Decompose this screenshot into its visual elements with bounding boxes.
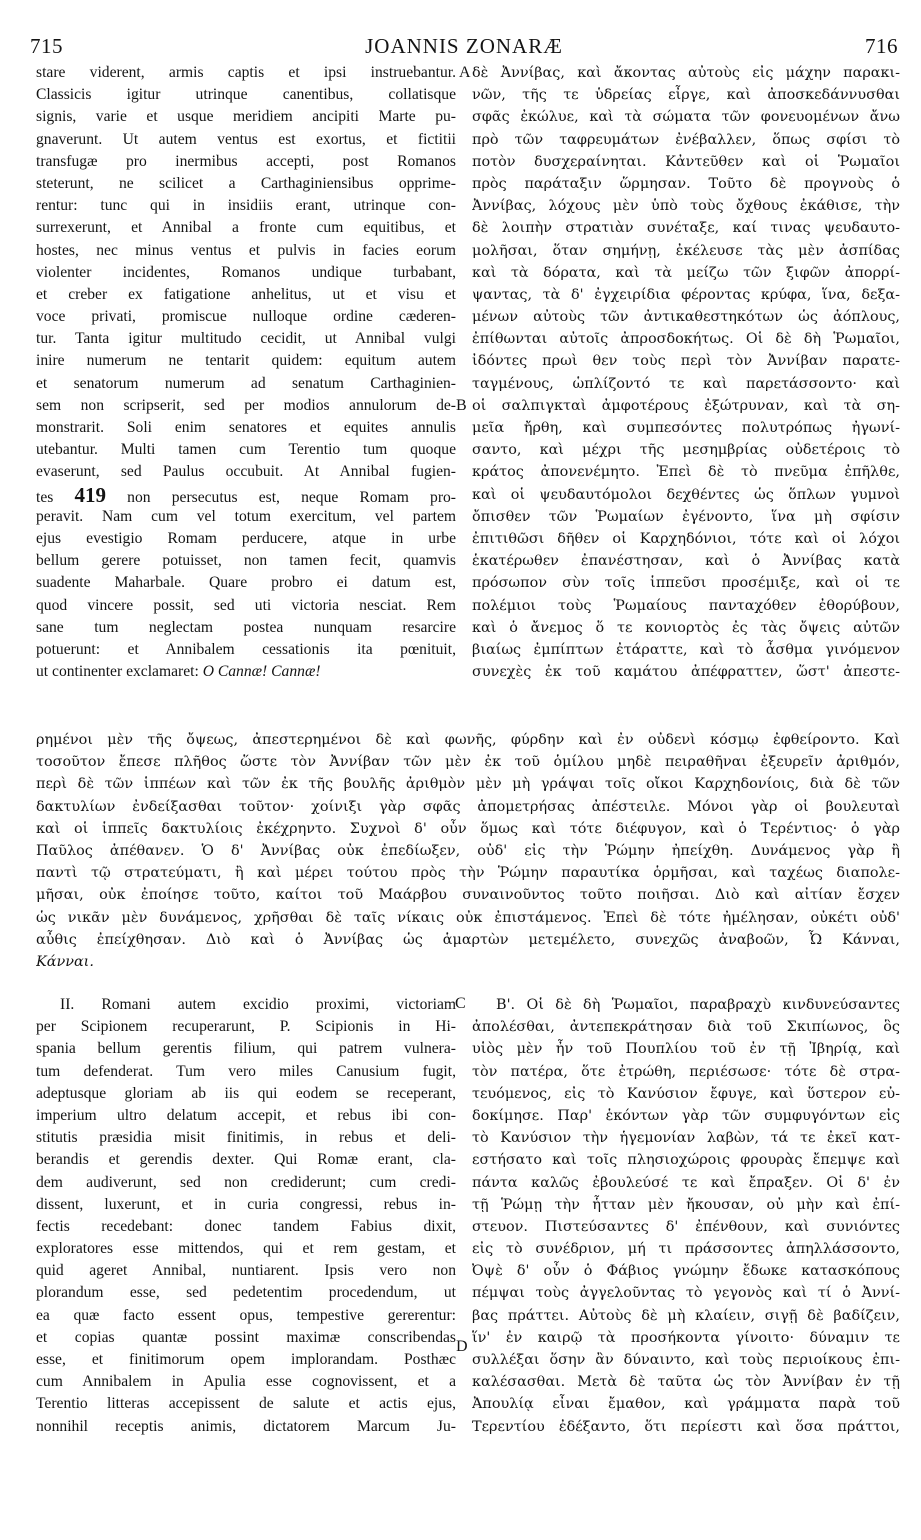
latin-line: stitutis præsidia misit finitimis, in rebus et deli- [36, 1129, 456, 1147]
greek-line: πολέμιοι τοὺς Ῥωμαίους πανταχόθεν ἐθορύβουν, [472, 597, 900, 614]
latin-line-exclamation [36, 661, 456, 683]
latin-line: nonnihil receptis animis, dictatorem Marcum Ju- [36, 1417, 456, 1435]
latin-line: suadente Maharbale. Quare probro ei datum est, [36, 574, 456, 592]
latin-line: esse, et finitimorum opem implorandam. Posthæc [36, 1351, 456, 1368]
latin-line: exploratores esse mittendos, qui et rem gestam, et [36, 1240, 456, 1258]
latin-line: rentur: tunc qui in insidiis erant, utrinque con- [36, 197, 456, 215]
latin-line: quod vincere possit, sed uti victoria nesciat. Rem [36, 596, 456, 614]
latin-line: ea quæ facto essent opus, tempestive gererentur: [36, 1306, 456, 1324]
greek-line: ἐπίθωνται αὐτοῖς ἀπροσδοκήτως. Οἱ δὲ δὴ Ῥωμαῖοι, [472, 331, 900, 348]
greek-line: συνεχὲς ἐκ τοῦ καμάτου ἀπέφραττεν, ὥστ' ἀπεστε- [472, 664, 900, 681]
greek-line: τὸ Κανύσιον τὴν ἡγεμονίαν λαβὼν, τά τε ἐκεῖ κατ- [472, 1130, 900, 1147]
greek-line: ταγμένους, ὡπλίζοντό τε καὶ παρετάσσοντο· καὶ [472, 375, 900, 392]
greek-line: ἵν' ἐν καιρῷ τὰ προσήκοντα γίνοιτο· δύναμιν τε [472, 1329, 900, 1346]
latin-line: Classicis igitur utrinque canentibus, collatisque [36, 86, 456, 104]
exclamation-text: O Cannæ! Cannæ! [202, 663, 321, 681]
latin-line: violenter incidentes, Romanos undique turbabant, [36, 263, 456, 281]
latin-line: quid ageret Annibal, nuntiarent. Ipsis vero non [36, 1262, 456, 1280]
greek-line: δὲ λοιπὴν στρατιὰν συνέταξε, καί τινας ψευδαυτο- [472, 220, 900, 237]
greek-column-top [472, 62, 900, 683]
latin-line: stare viderent, armis captis et ipsi instruebantur. [36, 64, 456, 81]
greek-line: κράτος ἀπονενέμητο. Ἐπεὶ δὲ τὸ πνεῦμα ἐπῆλθε, [472, 464, 900, 481]
latin-line: sane tum neglectam postea nunquam resarcire [36, 618, 456, 636]
section-mark-b: B [456, 397, 467, 414]
latin-line: steterunt, ne scilicet a Carthaginiensibus opprime- [36, 174, 456, 192]
greek-line: Ἀννίβας, λόχους μὲν ὑπὸ τοὺς ὄχθους ἐκάθισε, τὴν [472, 198, 900, 215]
greek-line: στευον. Πιστεύσαντες δ' ἐπένθουν, καὶ συνιόντες [472, 1218, 900, 1235]
latin-line: fectis recedebant: donec tandem Fabius dixit, [36, 1217, 456, 1235]
latin-line: monstrarit. Soli enim senatores et equites annulis [36, 419, 456, 436]
latin-line: cum Annibalem in Apulia esse cognovissent, et a [36, 1373, 456, 1391]
greek-line: εἰς τὸ συνέδριον, μή τι πράσσοντες ἀπηλλάσσοντο, [472, 1241, 900, 1258]
latin-line: peravit. Nam cum vel totum exercitum, vel partem [36, 507, 456, 525]
latin-line: evaserunt, sed Paulus occubuit. At Annibal fugien- [36, 463, 456, 481]
latin-line: et copias quantæ possint maximæ conscribendas [36, 1328, 456, 1346]
page-number-left: 715 [30, 34, 63, 58]
greek-line: οἱ σαλπιγκταὶ ἀμφοτέρους ἐξώτρυναν, καὶ τὰ ση- [472, 397, 900, 414]
greek-line: καλέσασθαι. Μετὰ δὲ ταῦτα ὡς τὸν Ἀννίβαν ἐν τῇ [472, 1374, 900, 1391]
latin-line: transfugæ pro inermibus accepti, post Romanos [36, 152, 456, 170]
latin-line: signis, varie et usque meridiem ancipiti Marte pu- [36, 108, 456, 126]
edition-page-marker: 419 [74, 483, 106, 506]
greek-line: μεῖα ἤρθη, καὶ συμπεσόντες πολυτρόπως ἠγωνί- [472, 420, 900, 436]
greek-line: σφᾶς ἐκώλυε, καὶ τὰ σώματα τῶν φονευομένων ἄνω [472, 109, 900, 126]
greek-full-width-block [36, 729, 900, 973]
greek-line: μένων αὐτοὺς τῶν ἀντικαθεστηκότων ὡς ἀόπλους, [472, 309, 900, 326]
latin-line: adeptusque gloriam ab iis qui eodem se receperant, [36, 1084, 456, 1102]
greek-line: ὄπισθεν τῶν Ῥωμαίων ἐγένοντο, ἵνα μὴ σφίσιν [472, 508, 900, 525]
latin-column-top [36, 62, 456, 683]
greek-wide-line: δακτυλίων ἐνδείξασθαι τοῦτον· χοίνιξι γὰρ σφᾶς ἀπομετρήσας ἀπέστειλε. Μόνοι γὰρ οἱ βουλευταὶ [36, 798, 900, 815]
greek-line: καὶ οἱ ψευδαυτόμολοι δεχθέντες ὡς ὅπλων γυμνοὶ [472, 486, 900, 503]
greek-wide-line: περὶ δὲ τῶν ἱππέων καὶ τῶν ἐκ τῆς βουλῆς ἀριθμὸν μὲν μὴ γράψαι τοῖς οἴκοι Καρχηδονίοις, διὰ δὲ τῶν [36, 776, 900, 793]
latin-line: et senatorum numerum ad senatum Carthaginien- [36, 374, 456, 392]
section-mark-a: A [459, 64, 471, 81]
greek-column-bottom [472, 994, 900, 1438]
latin-line: berandis et gerendis dexter. Qui Romæ erant, cla- [36, 1151, 456, 1169]
greek-wide-line: ρημένοι μὲν τῆς ὄψεως, ἀπεστερημένοι δὲ καὶ φωνῆς, φύρδην καὶ ἐν οὐδενὶ κόσμῳ ἐφθείροντο. Καὶ [36, 732, 900, 748]
greek-line: πρὸ τῶν ταφρευμάτων ἐνέβαλλεν, ὅπως σφίσι τὸ [472, 131, 900, 148]
latin-line-with-marker [36, 484, 456, 506]
greek-line: βιαίως ἐμπίπτων ἐτάραττε, καὶ τὸ ἆσθμα γινόμενον [472, 641, 900, 658]
latin-fragment: non persecutus est, neque Romam pro- [127, 488, 456, 506]
section-mark-d: D [456, 1338, 468, 1355]
latin-line: spania bellum gerentis filium, qui patrem vulnera- [36, 1040, 456, 1058]
greek-line: πρόσωπον σὺν τοῖς ἱππεῦσι προσέμιξε, καὶ οἱ τε [472, 575, 900, 592]
latin-line: utebantur. Multi tamen cum Terentio tum quoque [36, 441, 456, 459]
greek-line: πέμψαι τοὺς ἀγγελοῦντας τὸ γεγονὸς καὶ τί ὁ Ἀννί- [472, 1285, 900, 1302]
latin-column-bottom [36, 994, 456, 1438]
latin-line: bellum gerere potuisset, non tamen fecit, quamvis [36, 552, 456, 570]
greek-wide-line-final: Κάνναι. [36, 953, 94, 970]
greek-line: δοκίμησε. Παρ' ἑκόντων γὰρ τῶν συμφυγόντων εἰς [472, 1107, 900, 1124]
greek-wide-line: τοσοῦτον ἔπεσε πλῆθος ὥστε τὸν Ἀννίβαν τῶν μὲν ἐκ τοῦ ὁμίλου μηδὲ πειραθῆναι ἐξευρεῖν ἀριθμόν, [36, 754, 900, 771]
greek-line: Τερεντίου ἐδέξαντο, ὅτι περίεστι καὶ ὅσα πράττοι, [472, 1418, 900, 1435]
latin-line: potuerunt: et Annibalem cessationis ita pœnituit, [36, 640, 456, 658]
greek-line: καὶ ὁ ἄνεμος ὅ τε κονιορτὸς ἐς τὰς ὄψεις αὐτῶν [472, 619, 900, 636]
latin-line: inire numerum ne tentarit quidem: equitum autem [36, 352, 456, 370]
latin-line: imperium ultro delatum accepit, et rebus ibi con- [36, 1106, 456, 1124]
latin-line: sem non scripserit, sed per modios annulorum de- [36, 396, 456, 414]
greek-line: ψαντας, τὰ δ' ἐγχειρίδια φέροντας κρύφα, ἵνα, δεξα- [472, 286, 900, 303]
greek-line: συλλέξαι ὅσην ἂν δύναιντο, καὶ τοὺς περιοίκους ἐπι- [472, 1352, 900, 1368]
greek-line: τὸν πατέρα, ὅτε ἐτρώθη, περιέσωσε· τότε δὲ στρα- [472, 1063, 900, 1080]
greek-line: υἱὸς μὲν ἦν τοῦ Πουπλίου τοῦ ἐν τῇ Ἰβηρίᾳ, καὶ [472, 1041, 900, 1058]
latin-line: tum defenderat. Tum vero miles Canusium fugit, [36, 1062, 456, 1080]
greek-wide-line: μῆσαι, οὐκ ἐποίησε τοῦτο, καίτοι τοῦ Μαάρβου συναινοῦντος τοῦτο ποιῆσαι. Διὸ καὶ αἰτίαν ἔσχεν [36, 887, 900, 904]
latin-fragment: tes [36, 488, 54, 506]
greek-line: ἑκατέρωθεν ἐπανέστησαν, καὶ ὁ Ἀννίβας κατὰ [472, 553, 900, 570]
latin-fragment: ut continenter exclamaret: [36, 663, 199, 681]
section-mark-c: C [455, 995, 466, 1012]
greek-line: Β'. Οἱ δὲ δὴ Ῥωμαῖοι, παραβραχὺ κινδυνεύσαντες [496, 997, 900, 1013]
latin-line: hostes, nec minus ventus et pulvis in facies eorum [36, 241, 456, 259]
greek-line: τευόμενος, εἰς τὸ Κανύσιον ἔφυγε, καὶ ὕστερον εὐ- [472, 1085, 900, 1102]
greek-line: βας πράττει. Αὐτοὺς δὲ μὴ κλαίειν, σιγῇ δὲ βαδίζειν, [472, 1307, 900, 1324]
greek-line: Ὀψὲ δ' οὖν ὁ Φάβιος γνώμην ἔδωκε κατασκόπους [472, 1263, 900, 1280]
latin-line: tur. Tanta igitur multitudo cecidit, ut Annibal vulgi [36, 330, 456, 348]
greek-line: τῇ Ῥώμῃ τὴν ἧτταν μὲν ἤκουσαν, οὐ μὴν καὶ ἐπί- [472, 1196, 900, 1213]
greek-line: καὶ τὰ δόρατα, καὶ τὰ μείζω τῶν ξιφῶν ἀπορρί- [472, 264, 900, 281]
greek-wide-line: αὖθις ἐπείχθησαν. Διὸ καὶ ὁ Ἀννίβας ὡς ἁμαρτὼν μετεμέλετο, συνεχῶς ἀναβοῶν, Ὦ Κάνναι, [36, 931, 900, 948]
greek-wide-line: Παῦλος ἀπέθανεν. Ὁ δ' Ἀννίβας οὐκ ἐπεδίωξεν, οὐδ' εἰς τὴν Ῥώμην ἠπείχθη. Δυνάμενος γὰρ ἢ [36, 842, 900, 859]
latin-line: per Scipionem recuperarunt, P. Scipionis in Hi- [36, 1018, 456, 1036]
latin-line: surrexerunt, et Annibal a fronte cum equitibus, et [36, 219, 456, 237]
latin-line: et creber ex fatigatione anhelitus, ut et visu et [36, 285, 456, 303]
greek-line: ἀπολέσθαι, ἀντεπεκράτησαν διὰ τοῦ Σκιπίωνος, ὃς [472, 1019, 900, 1036]
greek-wide-line: παντὶ τῷ στρατεύματι, ἢ καὶ μέρει τούτου πρὸς τὴν Ῥώμην παραυτίκα ὁρμῆσαι, καὶ ταχέως διαπολε- [36, 865, 900, 882]
page-number-right: 716 [865, 34, 898, 58]
greek-line: ἐπιτιθῶσι δῆθεν οἱ Καρχηδόνιοι, τότε καὶ οἱ λόχοι [472, 530, 900, 547]
latin-line: ejus evestigio Romam perducere, atque in urbe [36, 529, 456, 547]
running-head: JOANNIS ZONARÆ [365, 34, 563, 58]
greek-line: πρὸς παράταξιν ὥρμησαν. Τοῦτο δὲ προγνοὺς ὁ [472, 175, 900, 192]
latin-line: Terentio litteras accepissent de salute et actis ejus, [36, 1395, 456, 1413]
latin-line: dissent, luxerunt, et in curia congressi, rebus in- [36, 1195, 456, 1213]
latin-line: voce privati, promiscue nulloque ordine cæderen- [36, 308, 456, 326]
greek-wide-line: ὡς νικᾶν μὲν δυνάμενος, χρῆσθαι δὲ ταῖς νίκαις οὐκ ἐπιστάμενος. Ἐπεὶ δὲ τότε ἠμέλησαν, οὐκέτι οὐδ' [36, 909, 900, 926]
greek-line: σαντο, καὶ μέχρι τῆς μεσημβρίας οὐδετέροις τὸ [472, 442, 900, 459]
greek-wide-line: καὶ οἱ ἱππεῖς δακτυλίοις ἐκέχρηντο. Συχνοὶ δ' οὖν ὅμως καὶ τότε διέφυγον, καὶ ὁ Τερέντιος· ὁ γὰρ [36, 820, 900, 837]
greek-line: ποτὸν δυσχεραίνηται. Κἀντεῦθεν καὶ οἱ Ῥωμαῖοι [472, 153, 900, 170]
greek-line: εστήσατο καὶ τοῖς πλησιοχώροις φρουρὰς ἔπεμψε καὶ [472, 1152, 900, 1169]
page-header [30, 34, 898, 64]
greek-line: ἰδόντες πρωὶ θεν τοὺς περὶ τὸν Ἀννίβαν παρατε- [472, 353, 900, 370]
latin-line: II. Romani autem excidio proximi, victoriam [60, 996, 456, 1013]
latin-line: gnaverunt. Ut autem ventus est exortus, et fictitii [36, 130, 456, 148]
latin-line: dem audiverunt, sed non crediderunt; cum credi- [36, 1173, 456, 1191]
latin-line: plorandum esse, sed pedetentim procedendum, ut [36, 1284, 456, 1302]
greek-line: δὲ Ἀννίβας, καὶ ἄκοντας αὐτοὺς εἰς μάχην παρακι- [472, 65, 900, 81]
greek-line: Ἀπουλίᾳ εἶναι ἔμαθον, καὶ γράμματα παρὰ τοῦ [472, 1396, 900, 1413]
greek-line: πάντα καλῶς ἐβουλεύσέ τε καὶ ἔπραξεν. Οἱ δ' ἐν [472, 1174, 900, 1191]
greek-line: νῶν, τῆς τε ὑδρείας εἶργε, καὶ ἀποσκεδάννυσθαι [472, 87, 900, 104]
greek-line: μολῆσαι, ὅταν σημήνῃ, ἐκέλευσε τὰς μὲν ἀσπίδας [472, 242, 900, 259]
